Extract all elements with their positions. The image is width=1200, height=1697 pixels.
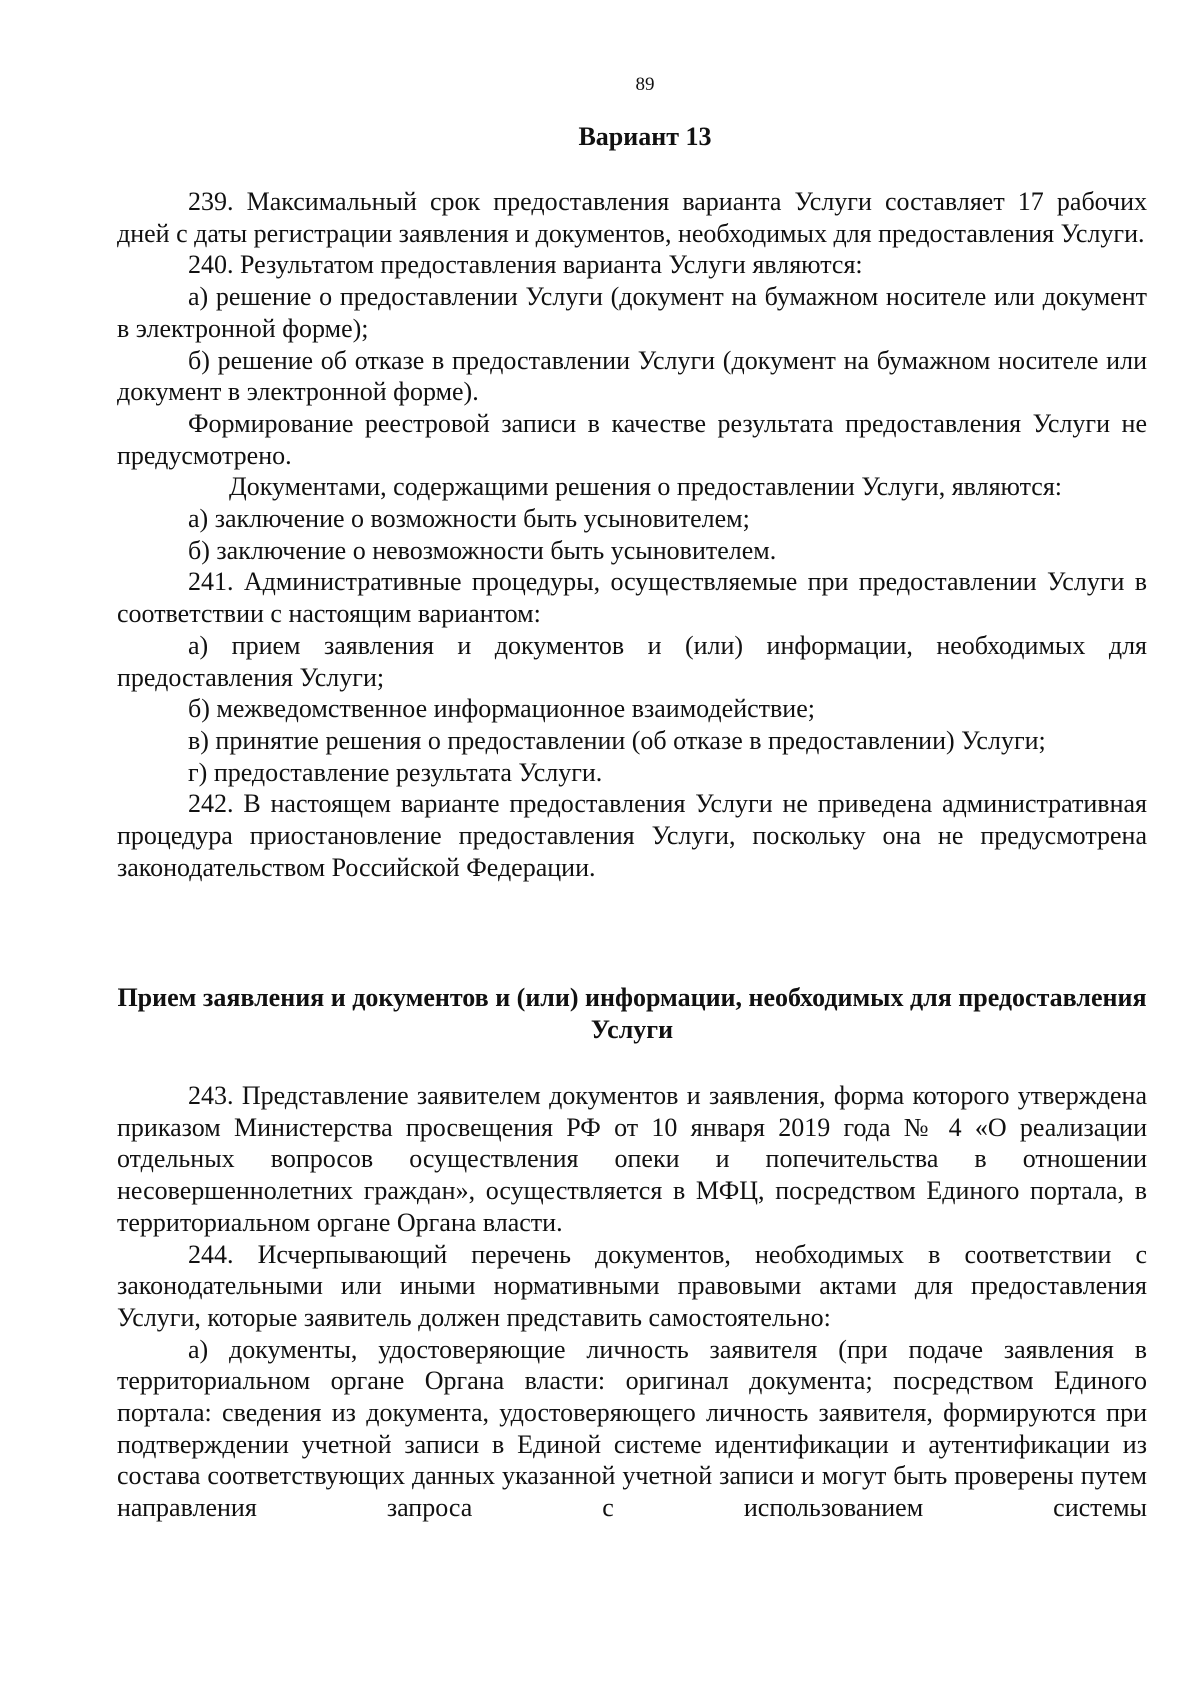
page-number: 89 — [635, 74, 655, 95]
paragraph-registry: Формирование реестровой записи в качестве результата предоставления Услуги не предусмотрено. — [117, 408, 1147, 470]
paragraph-239: 239. Максимальный срок предоставления варианта Услуги составляет 17 рабочих дней с даты регистрации заявления и документов, необходимых для предоставления Услуги. — [117, 187, 1147, 248]
paragraph-242: 242. В настоящем варианте предоставления Услуги не приведена административная процедура приостановление предоставления Услуги, поскольку она не предусмотрена законодательством Российской Федерации. — [117, 789, 1147, 882]
paragraph-243: 243. Представление заявителем документов и заявления, форма которого утверждена приказом Министерства просвещения РФ от 10 января 2019 года № 4 «О реализации отдельных вопросов осуществления опеки и попечительства в отношении несовершеннолетних граждан», осуществляется в МФЦ, посредством Единого портала, в территориальном органе Органа власти. — [117, 1081, 1147, 1237]
paragraph-244: 244. Исчерпывающий перечень документов, необходимых в соответствии с законодательными или иными нормативными правовыми актами для предоставления Услуги, которые заявитель должен представить самостоятельно: — [117, 1239, 1147, 1332]
paragraph-240: 240. Результатом предоставления варианта Услуги являются: — [188, 250, 863, 280]
paragraph-241: 241. Административные процедуры, осуществляемые при предоставлении Услуги в соответствии с настоящим вариантом: — [117, 567, 1147, 629]
list-item-241c: в) принятие решения о предоставлении (об отказе в предоставлении) Услуги; — [188, 725, 1046, 755]
list-item-241a: а) прием заявления и документов и (или) информации, необходимых для предоставления Услуги; — [117, 630, 1147, 692]
paragraph-documents: Документами, содержащими решения о предоставлении Услуги, являются: — [229, 472, 1063, 502]
section-heading: Прием заявления и документов и (или) информации, необходимых для предоставления Услуги — [117, 983, 1147, 1044]
page-title: Вариант 13 — [578, 122, 712, 151]
list-item-244a: а) документы, удостоверяющие личность заявителя (при подаче заявления в территориальном органе Органа власти: оригинал документа; посредством Единого портала: сведения из документа, удостоверяющего личность заявителя, формируются при подтверждении учетной записи в Единой системе идентификации и аутентификации из состава соответствующих данных указанной учетной записи и могут быть проверены путем направления запроса с использованием системы — [117, 1334, 1147, 1523]
list-item-documents-b: б) заключение о невозможности быть усыновителем. — [188, 535, 777, 565]
list-item-240b: б) решение об отказе в предоставлении Услуги (документ на бумажном носителе или документ в электронной форме). — [117, 345, 1147, 407]
list-item-241b: б) межведомственное информационное взаимодействие; — [188, 694, 815, 724]
list-item-241d: г) предоставление результата Услуги. — [188, 757, 603, 787]
body-text-bottom — [117, 1080, 1147, 1524]
list-item-240a: а) решение о предоставлении Услуги (документ на бумажном носителе или документ в электронной форме); — [117, 282, 1147, 343]
list-item-documents-a: а) заключение о возможности быть усыновителем; — [188, 504, 750, 534]
body-text-top — [117, 186, 1147, 883]
